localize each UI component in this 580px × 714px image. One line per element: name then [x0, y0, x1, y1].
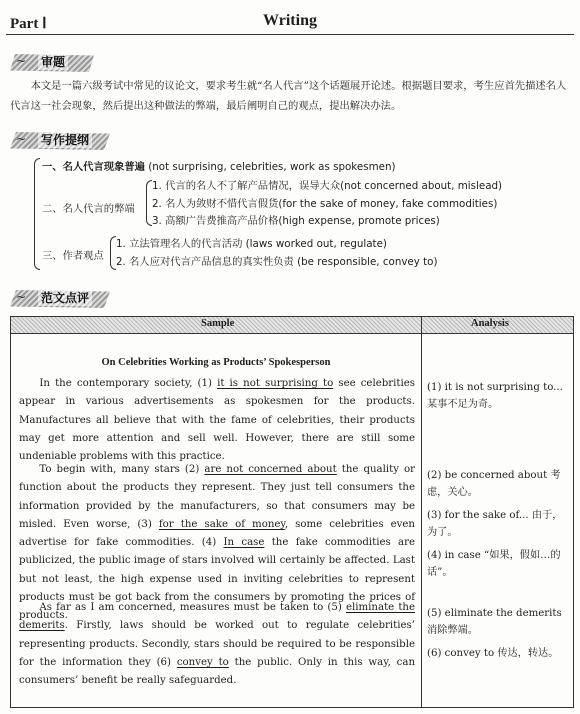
outline-point-3-items — [116, 235, 438, 271]
essay-title: On Celebrities Working as Products’ Spokesperson — [101, 357, 331, 368]
analysis-note-4: (4) in case “如果，假如…的话”。 — [427, 550, 561, 578]
essay-paragraph-2: To begin with, many stars (2) are not concerned about the quality or function about the products they represent. They just tell consumers the information provided by the manufacturers, so that consumers may be misled. Even worse, (3) for the sake of money, some celebrities even advertise for fake commodities. (4) In case the fake commodities are publicized, the public image of stars involved will certainly be affected. Last but not least, the high expense used in inviting celebrities to represent products must be got back from the consumers by promoting the prices of products. — [19, 464, 415, 622]
analysis-notes-5-6 — [427, 605, 567, 668]
key-phrase-5: eliminate the demerits — [19, 602, 415, 632]
analysis-note-1: (1) it is not surprising to... 某事不足为奇。 — [427, 382, 563, 410]
outline-point-3-head: 三、作者观点 — [42, 250, 104, 262]
key-phrase-6: convey to — [176, 656, 229, 668]
swirl-icon: ~ — [16, 132, 27, 146]
outline-point-1: 一、名人代言现象普遍 (not surprising, celebrities, work as spokesmen) — [42, 161, 396, 173]
section-label: 写作提纲 — [38, 131, 92, 148]
essay-paragraph-3: As far as I am concerned, measures must be taken to (5) eliminate the demerits. Firstly, laws should be worked out to regulate celebrities’ representing products. Secondly, stars should be required to be responsible for the information they (6) convey to the public. Only in this way, can consumers’ benefit be really safeguarded. — [19, 602, 416, 687]
key-phrase-1: it is not surprising to — [217, 378, 334, 389]
key-phrase-4: In case — [223, 537, 265, 549]
outline-item: 2. 名人应对代言产品信息的真实性负责 (be responsible, convey to) — [116, 256, 438, 268]
outline-item: 1. 立法管理名人的代言活动 (laws worked out, regulate) — [116, 238, 387, 250]
analysis-note-6: (6) convey to 传达，转达。 — [427, 648, 559, 659]
column-header-sample: Sample — [201, 318, 235, 329]
key-phrase-2: are not concerned about — [204, 464, 337, 475]
analysis-note-3: (3) for the sake of... 由于，为了。 — [427, 510, 563, 538]
key-phrase-3: for the sake of money — [158, 518, 285, 530]
analysis-note-2: (2) be concerned about 考虑，关心。 — [427, 470, 561, 498]
column-divider — [421, 317, 422, 707]
outline-point-2-head: 二、名人代言的弊端 — [42, 203, 135, 215]
analysis-notes-2-4 — [427, 467, 567, 587]
essay-paragraph-1: In the contemporary society, (1) it is not surprising to see celebrities appear in various advertisements as spokesmen for the products. Manufactures all believe that with the fame of celebrities, their products may get more attention and sell well. However, there are still some undeniable problems with this practice. — [19, 378, 416, 463]
outline-item: 1. 代言的名人不了解产品情况，误导大众(not concerned about, mislead) — [152, 180, 503, 192]
outline-item: 2. 名人为敛财不惜代言假货(for the sake of money, fake commodities) — [152, 197, 498, 210]
header-rule — [6, 34, 574, 35]
outline-brace — [34, 158, 40, 270]
swirl-icon: ~ — [16, 290, 27, 304]
page-title: Writing — [263, 12, 317, 29]
table-header — [11, 317, 573, 334]
section-banner-shenti — [10, 52, 94, 74]
column-header-analysis: Analysis — [471, 318, 509, 329]
analysis-note-5: (5) eliminate the demerits 消除弊端。 — [427, 608, 562, 636]
section-banner-tigang — [10, 130, 110, 152]
sample-analysis-table — [10, 316, 574, 708]
section-label: 审题 — [38, 53, 68, 70]
intro-paragraph: 本文是一篇六级考试中常见的议论文，要求考生就“名人代言”这个话题展开论述。根据题目要求，考生应首先描述名人代言这一社会现象，然后提出这种做法的弊端，最后阐明自己的观点，提出解决办法。 — [10, 80, 567, 112]
swirl-icon: ~ — [16, 54, 27, 68]
outline-item: 3. 高额广告费推高产品价格(high expense, promote prices) — [152, 215, 440, 227]
section-label: 范文点评 — [38, 289, 92, 306]
section-banner-dianping — [10, 288, 110, 310]
part-label: Part Ⅰ — [10, 16, 47, 32]
outline-point-2-items — [152, 178, 502, 231]
